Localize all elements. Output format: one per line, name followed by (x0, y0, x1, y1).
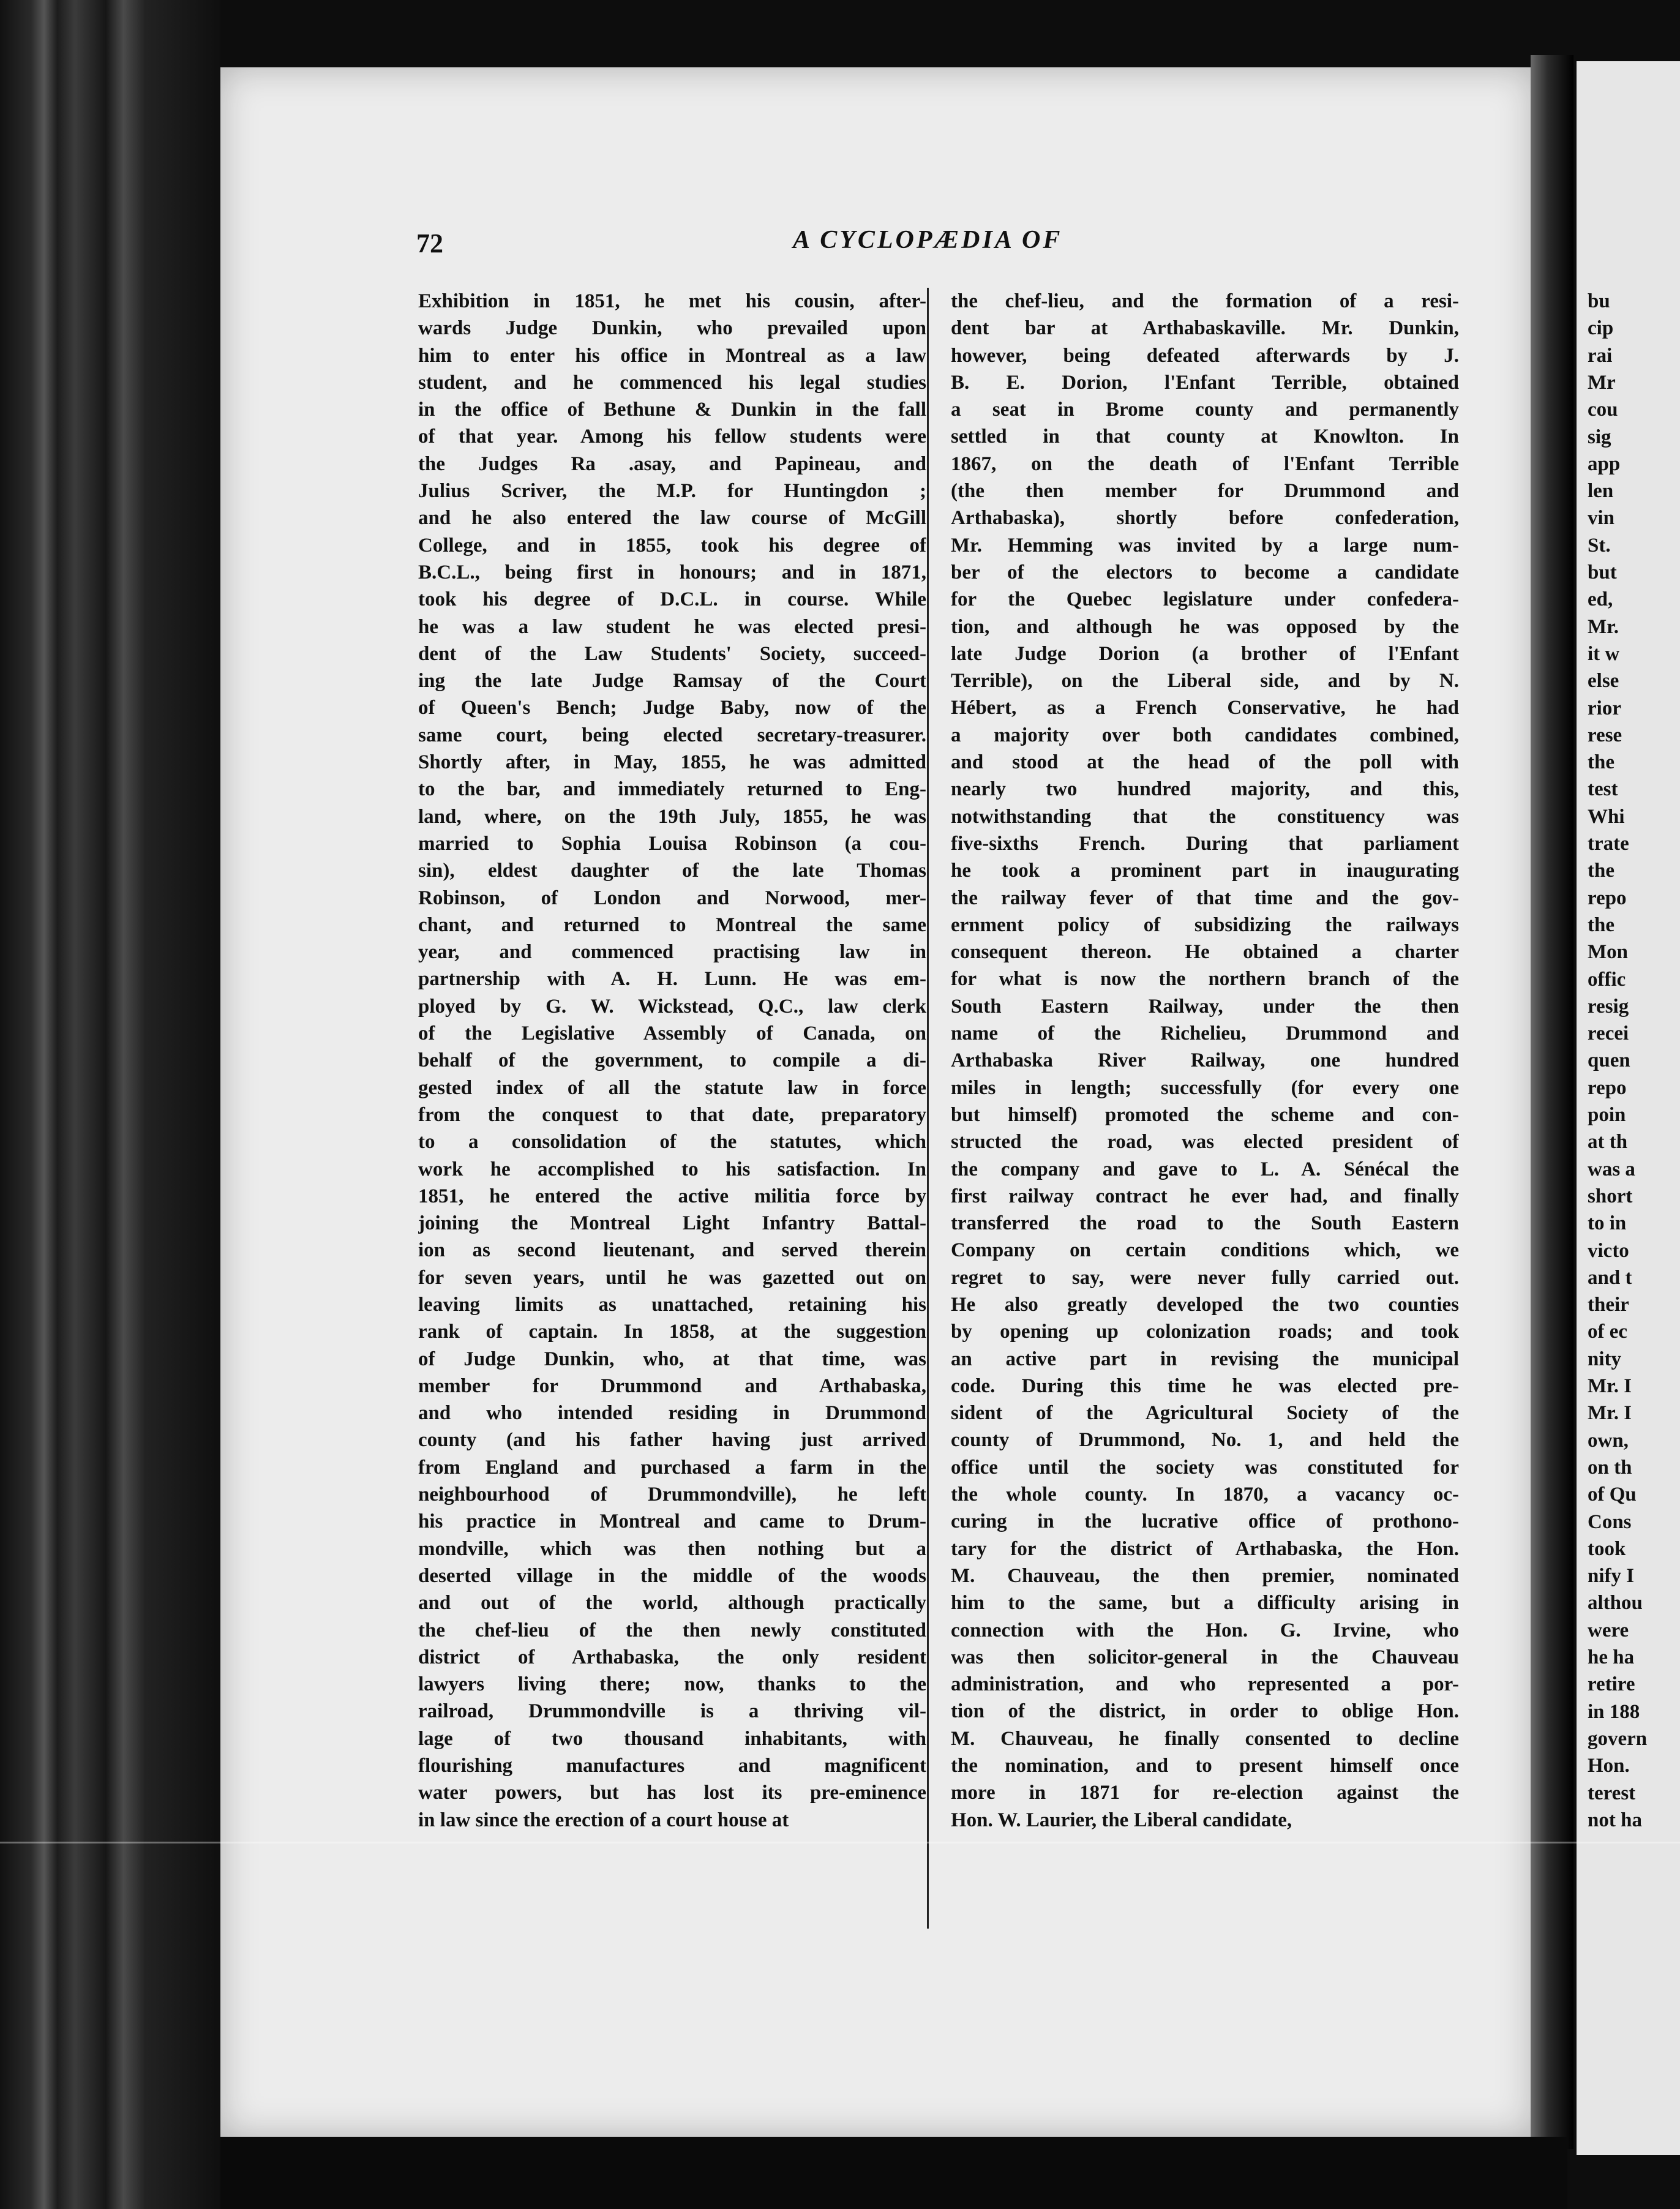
left-column-line: of the Legislative Assembly of Canada, on (418, 1022, 926, 1045)
left-column-line: in the office of Bethune & Dunkin in the fall (418, 399, 926, 421)
adjacent-page-fragment: resig (1588, 995, 1629, 1018)
adjacent-page-fragment: len (1588, 480, 1614, 503)
left-column-line: from the conquest to that date, preparatory (418, 1103, 926, 1126)
left-column-line: Shortly after, in May, 1855, he was admitted (418, 751, 926, 774)
left-column-line: and out of the world, although practically (418, 1592, 926, 1615)
adjacent-page-fragment: cou (1588, 399, 1618, 421)
right-column-line: but himself) promoted the scheme and con- (951, 1103, 1459, 1126)
right-column-line: Hébert, as a French Conservative, he had (951, 697, 1459, 719)
right-text-column (951, 288, 1459, 1834)
left-column-line: railroad, Drummondville is a thriving vil- (418, 1700, 926, 1723)
right-column-line: (the then member for Drummond and (951, 480, 1459, 503)
left-column-line: county (and his father having just arrived (418, 1429, 926, 1452)
adjacent-page-fragment: at th (1588, 1131, 1628, 1153)
right-column-line: the company and gave to L. A. Sénécal the (951, 1158, 1459, 1180)
left-column-line: gested index of all the statute law in force (418, 1076, 926, 1099)
adjacent-page-fragment: was a (1588, 1158, 1635, 1180)
adjacent-page-fragment: and t (1588, 1266, 1632, 1289)
adjacent-page-fragment: Hon. (1588, 1755, 1630, 1777)
adjacent-page-fragment: took (1588, 1537, 1626, 1560)
right-column-line: B. E. Dorion, l'Enfant Terrible, obtained (951, 371, 1459, 394)
scan-bottom-border (220, 2137, 1567, 2209)
right-column-line: connection with the Hon. G. Irvine, who (951, 1619, 1459, 1641)
left-column-line: Robinson, of London and Norwood, mer- (418, 887, 926, 909)
right-column-line: he took a prominent part in inaugurating (951, 860, 1459, 882)
right-column-line: Hon. W. Laurier, the Liberal candidate, (951, 1809, 1292, 1831)
right-column-line: a seat in Brome county and permanently (951, 399, 1459, 421)
right-column-line: the chef-lieu, and the formation of a resi- (951, 290, 1459, 312)
right-column-line: consequent thereon. He obtained a charter (951, 941, 1459, 964)
left-column-line: 1851, he entered the active militia force by (418, 1185, 926, 1207)
left-column-line: chant, and returned to Montreal the same (418, 913, 926, 936)
adjacent-page-fragment: recei (1588, 1022, 1629, 1045)
left-column-line: to the bar, and immediately returned to Eng- (418, 778, 926, 801)
adjacent-page-fragment: trate (1588, 833, 1629, 855)
left-text-column (418, 288, 926, 1834)
left-column-line: sin), eldest daughter of the late Thomas (418, 860, 926, 882)
adjacent-page-fragment: rese (1588, 724, 1622, 746)
right-column-line: administration, and who represented a por- (951, 1673, 1459, 1696)
left-column-line: flourishing manufactures and magnificent (418, 1755, 926, 1777)
left-column-line: to a consolidation of the statutes, which (418, 1131, 926, 1153)
adjacent-page-fragment: rai (1588, 344, 1613, 367)
right-column-line: He also greatly developed the two counties (951, 1293, 1459, 1316)
left-column-line: the Judges Ra .asay, and Papineau, and (418, 452, 926, 475)
left-column-line: land, where, on the 19th July, 1855, he was (418, 805, 926, 828)
adjacent-page-fragment: of Qu (1588, 1483, 1637, 1506)
right-column-line: Mr. Hemming was invited by a large num- (951, 534, 1459, 557)
adjacent-page-fragment: on th (1588, 1456, 1632, 1479)
adjacent-page-fragment: Cons (1588, 1510, 1632, 1533)
adjacent-page-fragment: but (1588, 561, 1617, 583)
left-column-line: member for Drummond and Arthabaska, (418, 1375, 926, 1397)
adjacent-page-fragment: repo (1588, 887, 1627, 909)
right-column-line: him to the same, but a difficulty arising in (951, 1592, 1459, 1615)
adjacent-page-fragment: repo (1588, 1076, 1627, 1099)
right-column-line: however, being defeated afterwards by J. (951, 344, 1459, 367)
adjacent-page-fragment: rior (1588, 697, 1621, 719)
adjacent-page-fragment: althou (1588, 1592, 1643, 1615)
right-column-line: South Eastern Railway, under the then (951, 995, 1459, 1018)
right-column-line: for the Quebec legislature under confedera- (951, 588, 1459, 611)
left-column-line: mondville, which was then nothing but a (418, 1537, 926, 1560)
adjacent-page-fragment: bu (1588, 290, 1610, 312)
left-column-line: water powers, but has lost its pre-eminence (418, 1782, 926, 1804)
right-column-line: five-sixths French. During that parliament (951, 832, 1459, 855)
right-column-line: dent bar at Arthabaskaville. Mr. Dunkin, (951, 317, 1459, 340)
right-column-line: settled in that county at Knowlton. In (951, 426, 1459, 448)
adjacent-page-fragment: St. (1588, 534, 1611, 557)
adjacent-page-fragment: victo (1588, 1239, 1629, 1262)
adjacent-page-fragment: he ha (1588, 1646, 1635, 1668)
right-column-line: Arthabaska River Railway, one hundred (951, 1049, 1459, 1072)
spine-shadow (1531, 55, 1573, 2149)
right-column-line: by opening up colonization roads; and took (951, 1321, 1459, 1343)
left-column-line: lawyers living there; now, thanks to the (418, 1673, 926, 1696)
right-column-line: code. During this time he was elected pre- (951, 1375, 1459, 1397)
left-column-line: from England and purchased a farm in the (418, 1456, 926, 1479)
adjacent-page-fragment: their (1588, 1294, 1629, 1316)
right-column-line: M. Chauveau, he finally consented to decline (951, 1727, 1459, 1750)
right-column-line: office until the society was constituted for (951, 1456, 1459, 1479)
left-column-line: year, and commenced practising law in (418, 941, 926, 964)
left-column-line: the chef-lieu of the then newly constituted (418, 1619, 926, 1641)
right-column-line: an active part in revising the municipal (951, 1348, 1459, 1370)
adjacent-page-fragment: retire (1588, 1673, 1635, 1696)
right-column-line: curing in the lucrative office of prothono- (951, 1510, 1459, 1533)
left-column-line: B.C.L., being first in honours; and in 1871, (418, 561, 926, 583)
right-column-line: structed the road, was elected president of (951, 1131, 1459, 1153)
adjacent-page-fragment: offic (1588, 968, 1626, 991)
left-column-line: behalf of the government, to compile a di- (418, 1049, 926, 1072)
left-column-line: Exhibition in 1851, he met his cousin, after- (418, 290, 926, 312)
right-column-line: ernment policy of subsidizing the railways (951, 913, 1459, 936)
adjacent-page-fragment: Mon (1588, 941, 1628, 964)
left-column-line: ion as second lieutenant, and served therein (418, 1239, 926, 1262)
left-column-line: Julius Scriver, the M.P. for Huntingdon ; (418, 480, 926, 503)
left-column-line: and who intended residing in Drummond (418, 1402, 926, 1425)
right-column-line: the whole county. In 1870, a vacancy oc- (951, 1483, 1459, 1506)
adjacent-page-fragment: nity (1588, 1348, 1622, 1370)
adjacent-page-fragment: Mr. I (1588, 1402, 1632, 1425)
right-column-line: tion, and although he was opposed by the (951, 615, 1459, 638)
left-column-line: student, and he commenced his legal studies (418, 371, 926, 394)
adjacent-page-fragment: sig (1588, 426, 1611, 448)
left-column-line: ing the late Judge Ramsay of the Court (418, 670, 926, 692)
left-column-line: ployed by G. W. Wickstead, Q.C., law clerk (418, 995, 926, 1018)
left-column-line: College, and in 1855, took his degree of (418, 534, 926, 557)
right-column-line: county of Drummond, No. 1, and held the (951, 1429, 1459, 1452)
right-column-line: late Judge Dorion (a brother of l'Enfant (951, 642, 1459, 665)
right-column-line: tion of the district, in order to oblige Hon. (951, 1700, 1459, 1723)
right-column-line: was then solicitor-general in the Chauveau (951, 1646, 1459, 1668)
right-column-line: a majority over both candidates combined, (951, 724, 1459, 746)
left-column-line: wards Judge Dunkin, who prevailed upon (418, 317, 926, 340)
left-column-line: took his degree of D.C.L. in course. While (418, 588, 926, 611)
right-column-line: Arthabaska), shortly before confederation, (951, 507, 1459, 530)
scan-left-edge (0, 0, 220, 2209)
adjacent-page-fragment: were (1588, 1619, 1629, 1641)
left-column-line: district of Arthabaska, the only resident (418, 1646, 926, 1668)
right-column-line: for what is now the northern branch of the (951, 968, 1459, 991)
running-head: A CYCLOPÆDIA OF (793, 226, 1063, 254)
left-column-line: in law since the erection of a court house at (418, 1809, 789, 1831)
left-column-line: deserted village in the middle of the woods (418, 1564, 926, 1587)
adjacent-page-fragment: Mr. I (1588, 1375, 1632, 1397)
left-column-line: of Judge Dunkin, who, at that time, was (418, 1348, 926, 1370)
left-column-line: leaving limits as unattached, retaining his (418, 1293, 926, 1316)
adjacent-page-fragment: own, (1588, 1429, 1629, 1452)
adjacent-page-fragment: to in (1588, 1212, 1627, 1235)
adjacent-page-fragment: short (1588, 1185, 1633, 1207)
left-column-line: same court, being elected secretary-treasurer. (418, 724, 926, 746)
right-column-line: nearly two hundred majority, and this, (951, 778, 1459, 801)
adjacent-page-fragment: test (1588, 778, 1618, 801)
page-number: 72 (416, 228, 443, 258)
left-column-line: joining the Montreal Light Infantry Battal- (418, 1212, 926, 1235)
left-column-line: of that year. Among his fellow students were (418, 426, 926, 448)
right-column-line: 1867, on the death of l'Enfant Terrible (951, 452, 1459, 475)
adjacent-page-fragment: of ec (1588, 1321, 1628, 1343)
left-column-line: for seven years, until he was gazetted out on (418, 1266, 926, 1289)
adjacent-page-fragment: cip (1588, 317, 1614, 340)
left-column-line: partnership with A. H. Lunn. He was em- (418, 968, 926, 991)
right-column-line: M. Chauveau, the then premier, nominated (951, 1564, 1459, 1587)
right-column-line: the nomination, and to present himself once (951, 1755, 1459, 1777)
right-column-line: name of the Richelieu, Drummond and (951, 1022, 1459, 1045)
adjacent-page-fragment: nify I (1588, 1565, 1635, 1588)
adjacent-page-fragment: Mr. (1588, 615, 1619, 638)
left-column-line: and he also entered the law course of McGill (418, 507, 926, 530)
right-column-line: regret to say, were never fully carried out. (951, 1266, 1459, 1289)
left-column-line: dent of the Law Students' Society, succeed- (418, 642, 926, 665)
left-column-line: married to Sophia Louisa Robinson (a cou- (418, 832, 926, 855)
scan-artifact-line (0, 1842, 1680, 1843)
right-column-line: tary for the district of Arthabaska, the Hon. (951, 1537, 1459, 1560)
left-column-line: his practice in Montreal and came to Drum- (418, 1510, 926, 1533)
left-column-line: of Queen's Bench; Judge Baby, now of the (418, 697, 926, 719)
adjacent-page-fragment: quen (1588, 1049, 1630, 1072)
right-column-line: and stood at the head of the poll with (951, 751, 1459, 774)
right-column-line: Company on certain conditions which, we (951, 1239, 1459, 1262)
adjacent-page-fragment: terest (1588, 1782, 1636, 1804)
right-column-line: ber of the electors to become a candidate (951, 561, 1459, 583)
adjacent-page-fragment: the (1588, 751, 1614, 774)
adjacent-page-fragment: in 188 (1588, 1700, 1640, 1723)
adjacent-page-fragment: govern (1588, 1727, 1648, 1750)
right-column-line: Terrible), on the Liberal side, and by N. (951, 670, 1459, 692)
right-column-line: sident of the Agricultural Society of the (951, 1402, 1459, 1425)
column-divider (927, 288, 929, 1929)
right-column-line: miles in length; successfully (for every one (951, 1076, 1459, 1099)
right-column-line: more in 1871 for re-election against the (951, 1782, 1459, 1804)
left-column-line: neighbourhood of Drummondville), he left (418, 1483, 926, 1506)
left-column-line: he was a law student he was elected presi- (418, 615, 926, 638)
right-column-line: the railway fever of that time and the gov- (951, 887, 1459, 909)
adjacent-page-fragment: not ha (1588, 1809, 1642, 1831)
right-column-line: transferred the road to the South Eastern (951, 1212, 1459, 1235)
left-column-line: lage of two thousand inhabitants, with (418, 1727, 926, 1750)
right-column-line: notwithstanding that the constituency was (951, 805, 1459, 828)
adjacent-page-edge (1577, 61, 1680, 2155)
left-column-line: work he accomplished to his satisfaction. In (418, 1158, 926, 1180)
adjacent-page-fragment: vin (1588, 507, 1615, 530)
adjacent-page-fragment: app (1588, 452, 1621, 475)
adjacent-page-fragment: ed, (1588, 588, 1613, 611)
adjacent-page-fragment: poin (1588, 1104, 1626, 1126)
right-column-line: first railway contract he ever had, and finally (951, 1185, 1459, 1207)
adjacent-page-fragment: the (1588, 860, 1614, 882)
adjacent-page-fragment: the (1588, 913, 1614, 936)
adjacent-page-fragment: Mr (1588, 371, 1616, 394)
left-column-line: rank of captain. In 1858, at the suggestion (418, 1321, 926, 1343)
adjacent-page-fragment: it w (1588, 642, 1620, 665)
left-column-line: him to enter his office in Montreal as a law (418, 344, 926, 367)
adjacent-page-fragment: else (1588, 670, 1619, 692)
adjacent-page-fragment: Whi (1588, 805, 1625, 828)
